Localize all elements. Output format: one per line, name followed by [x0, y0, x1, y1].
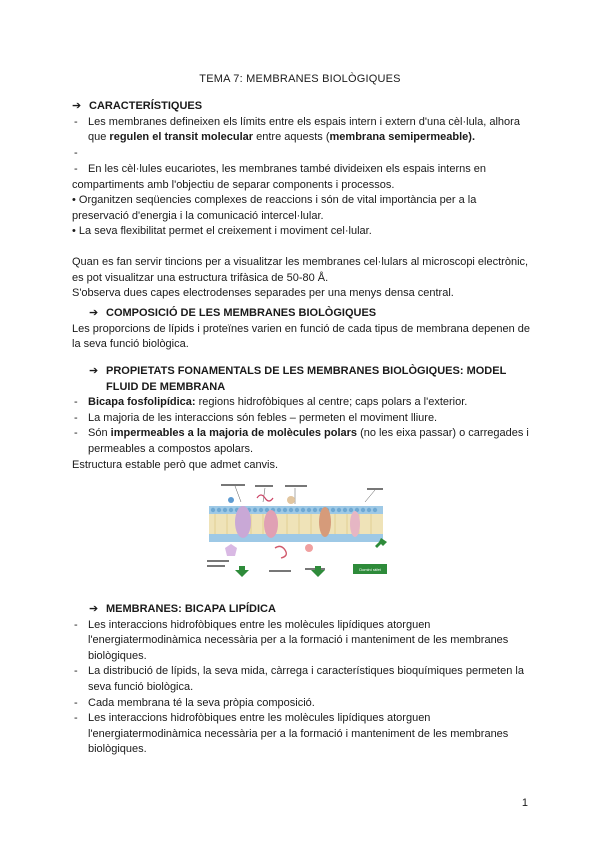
section-bicapa	[72, 602, 532, 758]
glycolipid	[228, 497, 234, 503]
transmembrane-protein	[235, 506, 251, 538]
annotation-lines	[235, 486, 375, 504]
section-composicio	[72, 306, 532, 353]
page-title: TEMA 7: MEMBRANES BIOLÒGIQUES	[199, 73, 401, 85]
section-heading: ➔ MEMBRANES: BICAPA LIPÍDICA	[89, 602, 532, 618]
list-item: - Són impermeables a la majoria de molècules polars (no les eixa passar) o carregades i permeables a compostos apolars.	[72, 426, 532, 457]
paragraph: Les proporcions de lípids i proteïnes varien en funció de cada tipus de membrana depenen de la seva funció biològica.	[72, 322, 531, 351]
list-item: - Les interaccions hidrofòbiques entre les molècules lipídiques atorguen l'energiatermodinàmica necessària per a la formació i manteniment de les membranes biològiques.	[72, 618, 532, 665]
section-propietats	[72, 364, 532, 473]
membrane-figure	[205, 482, 391, 584]
domain-label: Domini ràfet	[359, 567, 381, 572]
page-number: 1	[521, 797, 528, 810]
section-caracteristiques: ➔ CARACTERÍSTIQUES - Les membranes defineixen els límits entre els espais intern i extern d'una cèl·lula, alhora que regulen el transit molecular entre aquests (membrana semipermeable). -	[72, 99, 532, 146]
transmembrane-protein	[319, 507, 331, 537]
arrow-icon: ➔	[89, 603, 99, 615]
paragraph: S'observa dues capes electrodenses separades per una menys densa central.	[72, 287, 454, 300]
transmembrane-protein	[350, 511, 360, 537]
section-heading: ➔ PROPIETATS FONAMENTALS DE LES MEMBRANES BIOLÒGIQUES: MODEL FLUID DE MEMBRANA	[89, 365, 507, 393]
list-item: - Bicapa fosfolipídica: regions hidrofòbiques al centre; caps polars a l'exterior.	[72, 395, 532, 411]
arrow-icon: ➔	[89, 365, 99, 377]
fluid-mosaic-membrane-diagram	[205, 482, 391, 584]
peripheral-protein	[305, 544, 313, 552]
list-item: - La distribució de lípids, la seva mida, càrrega i característiques bioquímiques permeten la seva funció biològica.	[72, 664, 532, 695]
list-item: - En les cèl·lules eucariotes, les membranes també divideixen els espais interns en compartiments amb l'objectiu de separar components i processos. • Organitzen seqüencies complexes de reaccions i són de vital importància per a la preservació d'energia i la comunicació intercel·lular. • La seva flexibilitat permet el creixement i moviment cel·lular. Quan es fan servir tincions per a visualitzar les membranes cel·lulars al microscopi electrònic, es pot visualitzar una estructura trifàsica de 50-80 Å. S'observa dues capes electrodenses separades per una menys densa central.	[72, 162, 532, 302]
transmembrane-protein	[264, 510, 278, 538]
paragraph: Quan es fan servir tincions per a visualitzar les membranes cel·lulars al microscopi electrònic, es pot visualitzar una estructura trifàsica de 50-80 Å.	[72, 255, 529, 284]
peripheral-protein	[275, 546, 286, 558]
list-item: - Cada membrana té la seva pròpia composició.	[72, 696, 532, 712]
carbohydrate-chain	[257, 495, 273, 501]
paragraph: Estructura estable però que admet canvis.	[72, 458, 279, 471]
arrow-icon: ➔	[72, 100, 82, 112]
glycoprotein	[287, 496, 295, 504]
list-item: - Les membranes defineixen els límits entre els espais intern i extern d'una cèl·lula, alhora que regulen el transit molecular entre aquests (membrana semipermeable).	[72, 115, 532, 146]
peripheral-protein	[225, 544, 237, 556]
list-item: - Les interaccions hidrofòbiques entre les molècules lipídiques atorguen l'energiatermodinàmica necessària per a la formació i manteniment de les membranes biològiques.	[72, 711, 532, 758]
section-heading: ➔ COMPOSICIÓ DE LES MEMBRANES BIOLÒGIQUES	[89, 306, 532, 322]
bullet-item: • La seva flexibilitat permet el creixement i moviment cel·lular.	[72, 225, 372, 238]
section-heading: ➔ CARACTERÍSTIQUES	[72, 99, 532, 115]
list-item: - La majoria de les interaccions són febles – permeten el moviment lliure.	[72, 411, 532, 427]
bullet-item: • Organitzen seqüencies complexes de reaccions i són de vital importància per a la preservació d'energia i la comunicació intercel·lular.	[72, 194, 477, 222]
arrow-icon: ➔	[89, 307, 99, 319]
